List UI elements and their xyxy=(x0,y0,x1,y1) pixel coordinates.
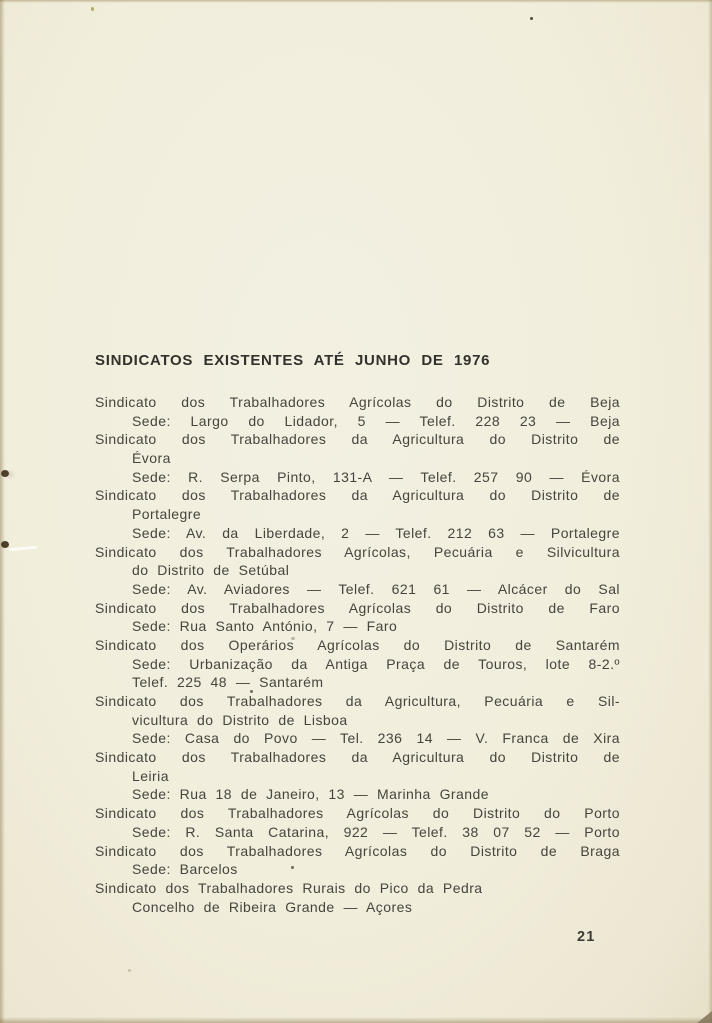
text-line: Sindicato dos Trabalhadores Rurais do Pico da Pedra xyxy=(95,879,483,896)
text-line: Telef. 225 48 — Santarém xyxy=(132,674,324,691)
text-line: Sindicato dos Operários Agrícolas do Distrito de Santarém xyxy=(95,636,620,653)
text-line: Sede: R. Santa Catarina, 922 — Telef. 38 07 52 — Porto xyxy=(132,823,620,840)
text-line: Sede: Casa do Povo — Tel. 236 14 — V. Franca de Xira xyxy=(132,730,620,747)
document-body xyxy=(95,393,620,916)
text-line: Sindicato dos Trabalhadores Agrícolas do Distrito de Braga xyxy=(95,842,620,859)
page-corner-fold xyxy=(697,1011,712,1023)
text-line: Sede: Largo do Lidador, 5 — Telef. 228 23 — Beja xyxy=(132,412,620,429)
page-edge-top xyxy=(0,0,712,3)
text-line: Leiria xyxy=(132,767,169,784)
text-line: Sindicato dos Trabalhadores da Agricultura, Pecuária e Sil- xyxy=(95,693,620,709)
text-line: Sindicato dos Trabalhadores Agrícolas do Distrito de Beja xyxy=(95,394,620,410)
text-line: Sede: Av. da Liberdade, 2 — Telef. 212 63 — Portalegre xyxy=(132,524,620,541)
text-line: Sindicato dos Trabalhadores da Agricultura do Distrito de xyxy=(95,431,620,448)
page-edge-bottom xyxy=(0,1017,712,1023)
page-title: SINDICATOS EXISTENTES ATÉ JUNHO DE 1976 xyxy=(95,352,491,369)
paper-speck xyxy=(128,969,131,972)
page-number: 21 xyxy=(577,929,596,945)
text-line: Sindicato dos Trabalhadores Agrícolas do Distrito do Porto xyxy=(95,805,620,822)
paper-speck xyxy=(91,7,94,11)
text-line: Sindicato dos Trabalhadores da Agricultura do Distrito de xyxy=(95,487,620,504)
text-line: Sede: Rua Santo António, 7 — Faro xyxy=(132,618,398,635)
text-line: Sindicato dos Trabalhadores da Agricultura do Distrito de xyxy=(95,749,620,766)
text-line: Sede: Urbanização da Antiga Praça de Touros, lote 8-2.º xyxy=(132,655,620,672)
paper-speck xyxy=(530,17,533,20)
binding-mark-bottom xyxy=(1,541,9,548)
text-line: do Distrito de Setúbal xyxy=(132,562,290,579)
text-line: Sede: R. Serpa Pinto, 131-A — Telef. 257 90 — Évora xyxy=(132,468,620,485)
text-line: vicultura do Distrito de Lisboa xyxy=(132,711,348,728)
text-line: Sede: Rua 18 de Janeiro, 13 — Marinha Grande xyxy=(132,786,489,803)
page-edge-left xyxy=(0,0,5,1023)
text-line: Sindicato dos Trabalhadores Agrícolas, Pecuária e Silvicultura xyxy=(95,543,620,560)
text-line: Concelho de Ribeira Grande — Açores xyxy=(132,898,413,915)
binding-mark-top xyxy=(1,470,9,477)
text-line: Sede: Barcelos xyxy=(132,861,238,878)
paper-scratch xyxy=(9,546,37,551)
text-line: Portalegre xyxy=(132,506,202,523)
page-edge-right xyxy=(708,0,712,1023)
text-line: Sindicato dos Trabalhadores Agrícolas do Distrito de Faro xyxy=(95,599,620,616)
text-line: Évora xyxy=(132,450,171,467)
text-line: Sede: Av. Aviadores — Telef. 621 61 — Alcácer do Sal xyxy=(132,580,620,597)
